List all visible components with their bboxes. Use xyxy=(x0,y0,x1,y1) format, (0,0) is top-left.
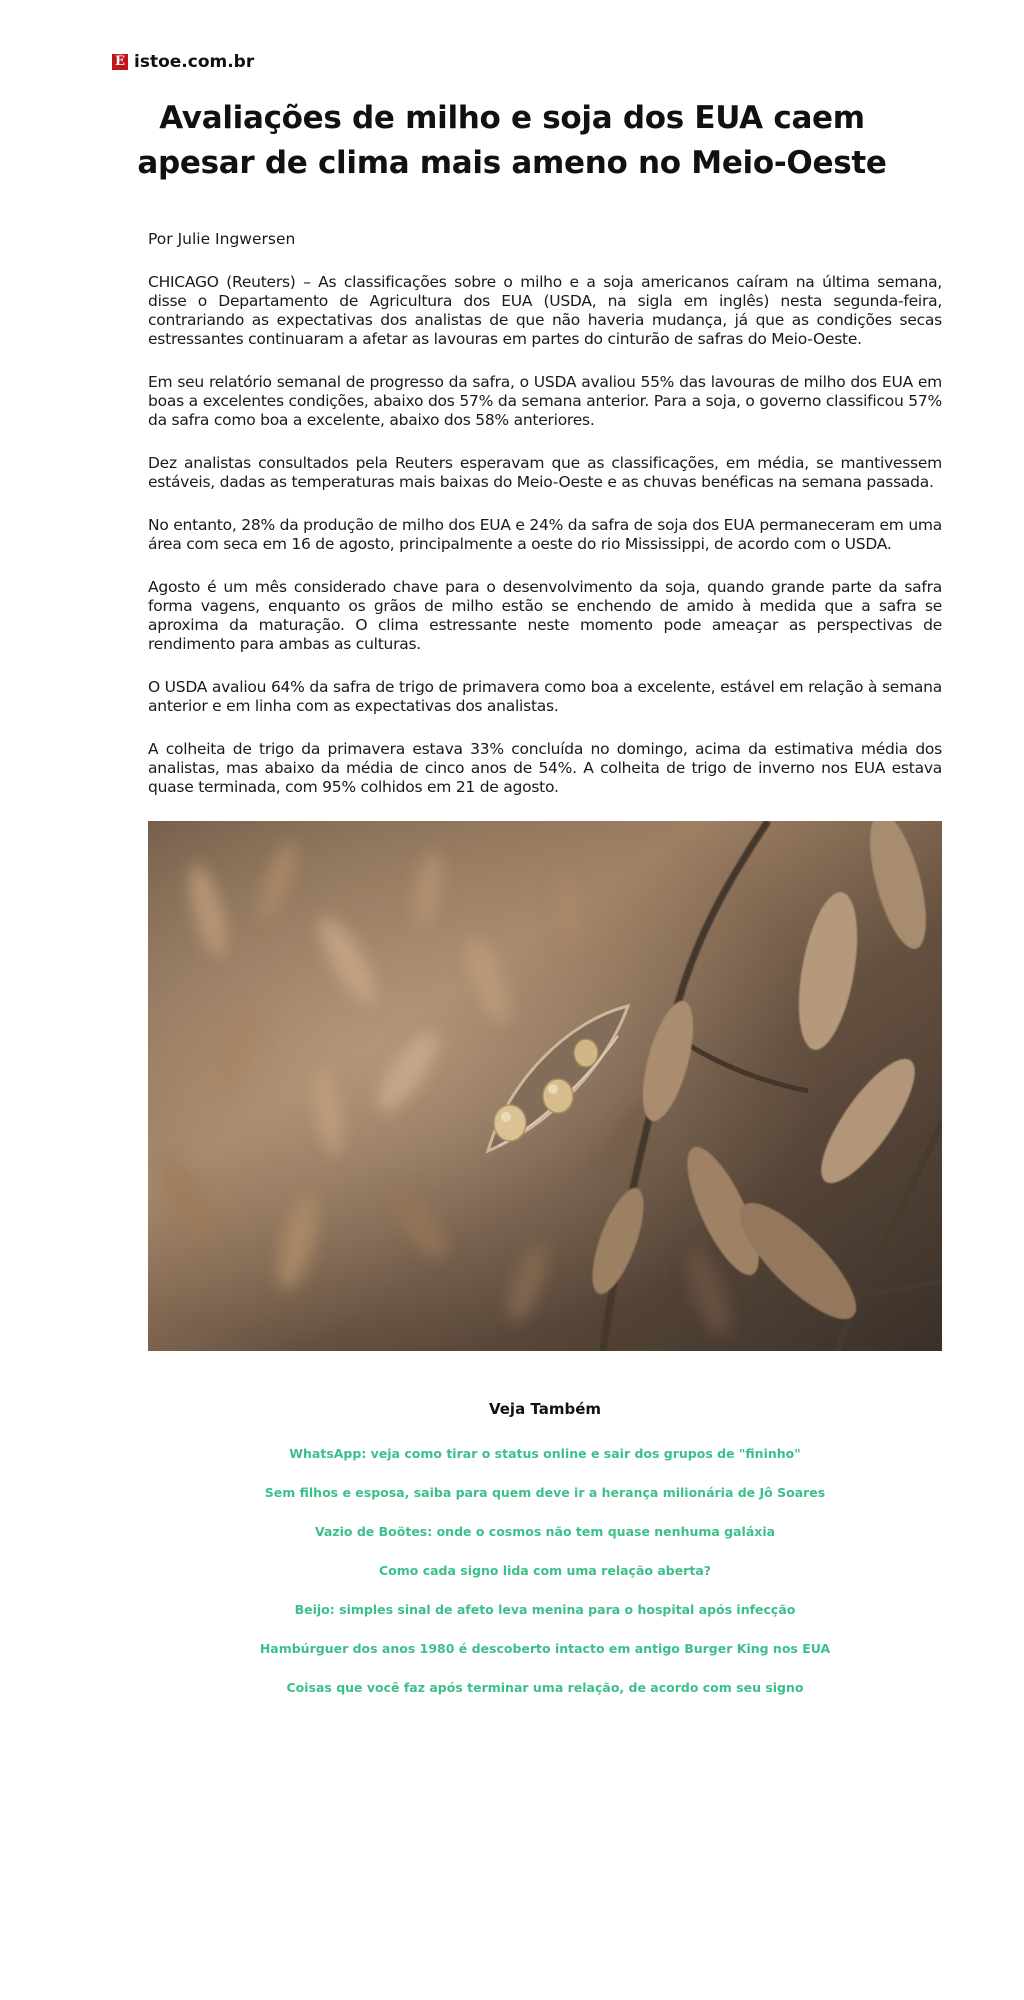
see-also-link[interactable]: Sem filhos e esposa, saiba para quem deve ir a herança milionária de Jô Soares xyxy=(264,1485,826,1500)
see-also-link[interactable]: Beijo: simples sinal de afeto leva menina para o hospital após infecção xyxy=(294,1602,796,1617)
see-also-link[interactable]: Como cada signo lida com uma relação aberta? xyxy=(378,1563,712,1578)
see-also-link[interactable]: Vazio de Boötes: onde o cosmos não tem quase nenhuma galáxia xyxy=(314,1524,776,1539)
see-also-link[interactable]: Coisas que você faz após terminar uma relação, de acordo com seu signo xyxy=(286,1680,804,1695)
article-paragraph: A colheita de trigo da primavera estava 33% concluída no domingo, acima da estimativa média dos analistas, mas abaixo da média de cinco anos de 54%. A colheita de trigo de inverno nos EUA estava quase terminada, com 95% colhidos em 21 de agosto. xyxy=(148,740,942,796)
soybean-pods-photo xyxy=(148,821,942,1351)
article-headline: Avaliações de milho e soja dos EUA caem apesar de clima mais ameno no Meio-Oeste xyxy=(137,100,887,181)
article-paragraph: O USDA avaliou 64% da safra de trigo de primavera como boa a excelente, estável em relação à semana anterior e em linha com as expectativas dos analistas. xyxy=(148,678,942,715)
article-paragraph: Agosto é um mês considerado chave para o desenvolvimento da soja, quando grande parte da safra forma vagens, enquanto os grãos de milho estão se enchendo de amido à medida que a safra se aproxima da maturação. O clima estressante neste momento pode ameaçar as perspectivas de rendimento para ambas as culturas. xyxy=(148,578,942,653)
article-paragraph: Em seu relatório semanal de progresso da safra, o USDA avaliou 55% das lavouras de milho dos EUA em boas a excelentes condições, abaixo dos 57% da semana anterior. Para a soja, o governo classificou 57% da safra como boa a excelente, abaixo dos 58% anteriores. xyxy=(148,373,942,429)
see-also-title: Veja Também xyxy=(488,1400,602,1418)
site-logo-link[interactable] xyxy=(112,52,254,72)
article-body xyxy=(148,230,942,1351)
article-byline: Por Julie Ingwersen xyxy=(148,230,296,248)
see-also-link[interactable]: Hambúrguer dos anos 1980 é descoberto intacto em antigo Burger King nos EUA xyxy=(259,1641,831,1656)
logo-icon: Ė xyxy=(112,54,128,70)
see-also-link[interactable]: WhatsApp: veja como tirar o status online e sair dos grupos de "fininho" xyxy=(289,1446,801,1461)
article-paragraph: Dez analistas consultados pela Reuters esperavam que as classificações, em média, se mantivessem estáveis, dadas as temperaturas mais baixas do Meio-Oeste e as chuvas benéficas na semana passada. xyxy=(148,454,942,491)
see-also-section xyxy=(148,1400,942,1718)
article-paragraph: No entanto, 28% da produção de milho dos EUA e 24% da safra de soja dos EUA permaneceram em uma área com seca em 16 de agosto, principalmente a oeste do rio Mississippi, de acordo com o USDA. xyxy=(148,516,942,553)
site-name: istoe.com.br xyxy=(134,52,255,72)
article-paragraph: CHICAGO (Reuters) – As classificações sobre o milho e a soja americanos caíram na última semana, disse o Departamento de Agricultura dos EUA (USDA, na sigla em inglês) nesta segunda-feira, contrariando as expectativas dos analistas de que não haveria mudança, já que as condições secas estressantes continuaram a afetar as lavouras em partes do cinturão de safras do Meio-Oeste. xyxy=(148,273,942,348)
